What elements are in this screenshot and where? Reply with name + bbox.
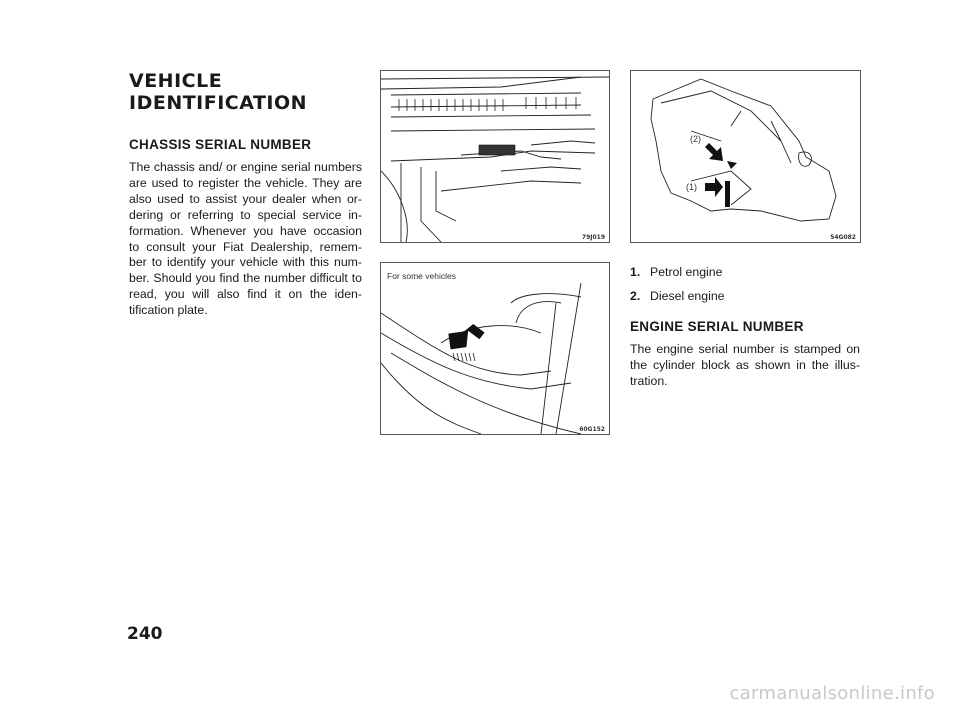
engine-stamp-diesel	[727, 161, 737, 169]
engine-type-list	[630, 264, 860, 304]
list-item	[630, 264, 860, 280]
page-title-line-1: VEHICLE	[129, 70, 223, 92]
figure-chassis-number-alt	[380, 262, 610, 435]
figure-code-engine: 54G082	[830, 234, 856, 241]
arrow-icon	[705, 143, 723, 161]
figure-code-chassis: 79J019	[581, 234, 605, 241]
callout-1-label: (2)	[690, 134, 701, 144]
list-item-number: 1.	[630, 265, 641, 279]
figure-engine-number	[630, 70, 861, 243]
figure-chassis-number	[380, 70, 610, 243]
chassis-alt-illustration	[381, 263, 609, 434]
chassis-number-plate	[479, 145, 515, 155]
chassis-heading: CHASSIS SERIAL NUMBER	[129, 137, 312, 152]
arrow-icon	[705, 177, 723, 197]
page-title	[129, 70, 389, 114]
figure-code-chassis-alt: 60G152	[579, 426, 605, 433]
chassis-body: The chassis and/ or engine serial numbers are used to register the vehicle. They are also used to assist your dealer when or- dering or referring to special service in- formation. Whenever you have occasion to consult your Fiat Dealership, remem- ber to identify your vehicle with this num- ber. Should you find the number difficult to read, you will also find it on the iden- tification plate.	[129, 160, 362, 318]
page-number: 240	[127, 624, 163, 644]
figure-caption: For some vehicles	[387, 271, 456, 281]
watermark: carmanualsonline.info	[729, 683, 935, 704]
list-item	[630, 288, 860, 304]
page-title-line-2: IDENTIFICATION	[129, 92, 308, 114]
list-item-label: Diesel engine	[650, 289, 725, 303]
engine-heading: ENGINE SERIAL NUMBER	[630, 319, 804, 334]
engine-illustration	[631, 71, 860, 242]
chassis-illustration	[381, 71, 609, 242]
callout-2-label: (1)	[686, 182, 697, 192]
engine-stamp-petrol	[725, 181, 730, 207]
arrow-icon	[448, 323, 487, 350]
list-item-label: Petrol engine	[650, 265, 723, 279]
engine-body: The engine serial number is stamped on the cylinder block as shown in the illus- tration.	[630, 342, 860, 388]
list-item-number: 2.	[630, 289, 641, 303]
